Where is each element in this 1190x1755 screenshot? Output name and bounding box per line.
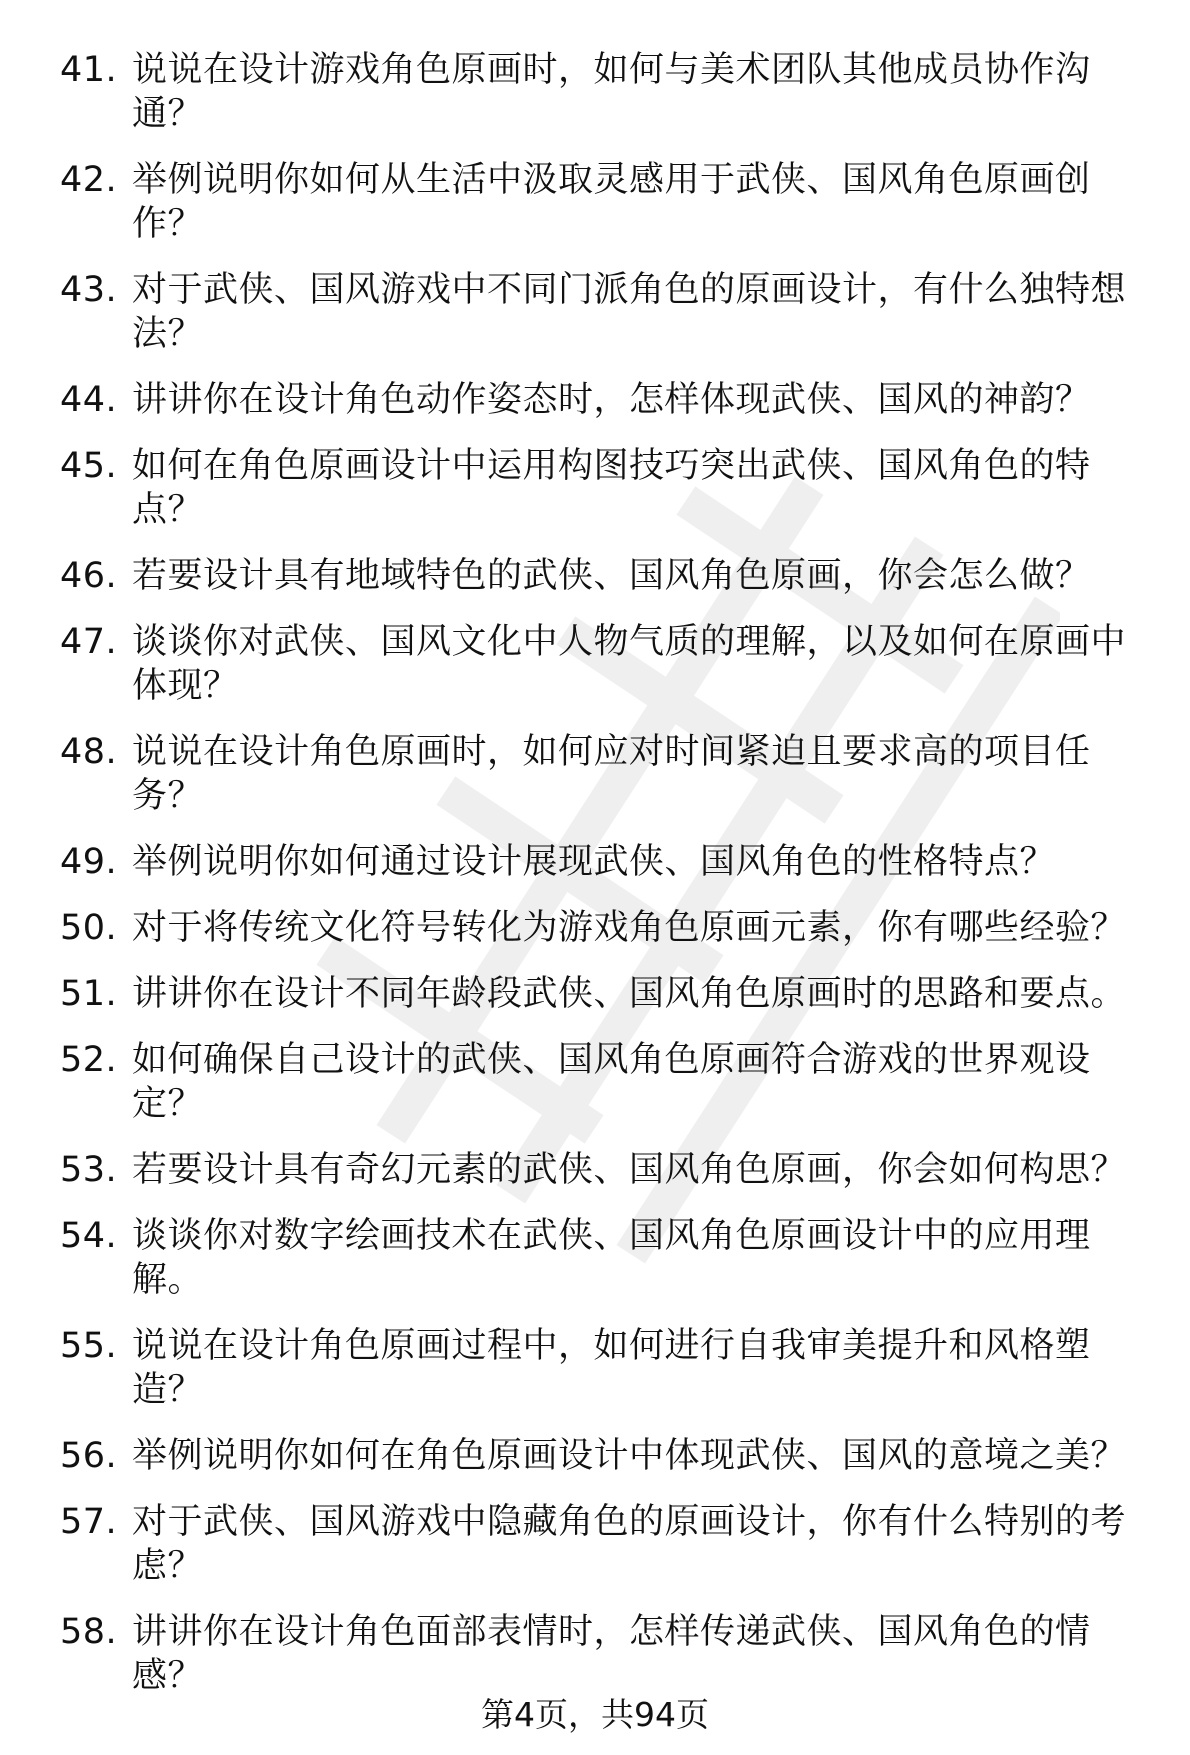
question-number: 43. — [60, 270, 118, 310]
question-item — [0, 730, 1190, 818]
question-number: 57. — [60, 1502, 118, 1542]
question-text: 谈谈你对数字绘画技术在武侠、国风角色原画设计中的应用理解。 — [132, 1216, 1091, 1300]
question-number: 51. — [60, 974, 118, 1014]
question-text: 讲讲你在设计角色面部表情时，怎样传递武侠、国风角色的情感？ — [132, 1612, 1091, 1696]
question-item — [0, 1434, 1190, 1478]
question-text: 对于武侠、国风游戏中不同门派角色的原画设计，有什么独特想法？ — [132, 270, 1127, 354]
question-item — [0, 906, 1190, 950]
question-item — [0, 1324, 1190, 1412]
question-text: 如何确保自己设计的武侠、国风角色原画符合游戏的世界观设定？ — [132, 1040, 1091, 1124]
question-number: 48. — [60, 732, 118, 772]
question-number: 54. — [60, 1216, 118, 1256]
question-item — [0, 1038, 1190, 1126]
question-item — [0, 158, 1190, 246]
question-item — [0, 972, 1190, 1016]
question-text: 讲讲你在设计角色动作姿态时，怎样体现武侠、国风的神韵？ — [132, 380, 1091, 420]
question-text: 谈谈你对武侠、国风文化中人物气质的理解，以及如何在原画中体现？ — [132, 622, 1127, 706]
question-item — [0, 840, 1190, 884]
question-item — [0, 48, 1190, 136]
question-number: 46. — [60, 556, 118, 596]
question-number: 42. — [60, 160, 118, 200]
question-text: 说说在设计角色原画时，如何应对时间紧迫且要求高的项目任务？ — [132, 732, 1091, 816]
question-text: 如何在角色原画设计中运用构图技巧突出武侠、国风角色的特点？ — [132, 446, 1091, 530]
question-text: 若要设计具有奇幻元素的武侠、国风角色原画，你会如何构思？ — [132, 1150, 1127, 1190]
question-item — [0, 620, 1190, 708]
question-item — [0, 268, 1190, 356]
question-text: 讲讲你在设计不同年龄段武侠、国风角色原画时的思路和要点。 — [132, 974, 1127, 1014]
question-number: 55. — [60, 1326, 118, 1366]
question-item — [0, 554, 1190, 598]
question-text: 若要设计具有地域特色的武侠、国风角色原画，你会怎么做？ — [132, 556, 1091, 596]
question-item — [0, 1148, 1190, 1192]
question-text: 说说在设计角色原画过程中，如何进行自我审美提升和风格塑造？ — [132, 1326, 1091, 1410]
question-number: 49. — [60, 842, 118, 882]
question-text: 对于武侠、国风游戏中隐藏角色的原画设计，你有什么特别的考虑？ — [132, 1502, 1127, 1586]
question-item — [0, 378, 1190, 422]
question-number: 44. — [60, 380, 118, 420]
question-number: 52. — [60, 1040, 118, 1080]
page-number-footer: 第4页，共94页 — [481, 1695, 709, 1734]
question-number: 53. — [60, 1150, 118, 1190]
question-number: 58. — [60, 1612, 118, 1652]
question-item — [0, 1500, 1190, 1588]
question-text: 举例说明你如何通过设计展现武侠、国风角色的性格特点？ — [132, 842, 1056, 882]
question-list — [0, 48, 1190, 1720]
question-text: 对于将传统文化符号转化为游戏角色原画元素，你有哪些经验？ — [132, 908, 1127, 948]
question-number: 50. — [60, 908, 118, 948]
question-text: 说说在设计游戏角色原画时，如何与美术团队其他成员协作沟通？ — [132, 50, 1091, 134]
question-item — [0, 444, 1190, 532]
question-item — [0, 1214, 1190, 1302]
question-text: 举例说明你如何在角色原画设计中体现武侠、国风的意境之美？ — [132, 1436, 1127, 1476]
question-number: 47. — [60, 622, 118, 662]
question-number: 41. — [60, 50, 118, 90]
question-text: 举例说明你如何从生活中汲取灵感用于武侠、国风角色原画创作？ — [132, 160, 1091, 244]
question-item — [0, 1610, 1190, 1698]
question-number: 56. — [60, 1436, 118, 1476]
question-number: 45. — [60, 446, 118, 486]
